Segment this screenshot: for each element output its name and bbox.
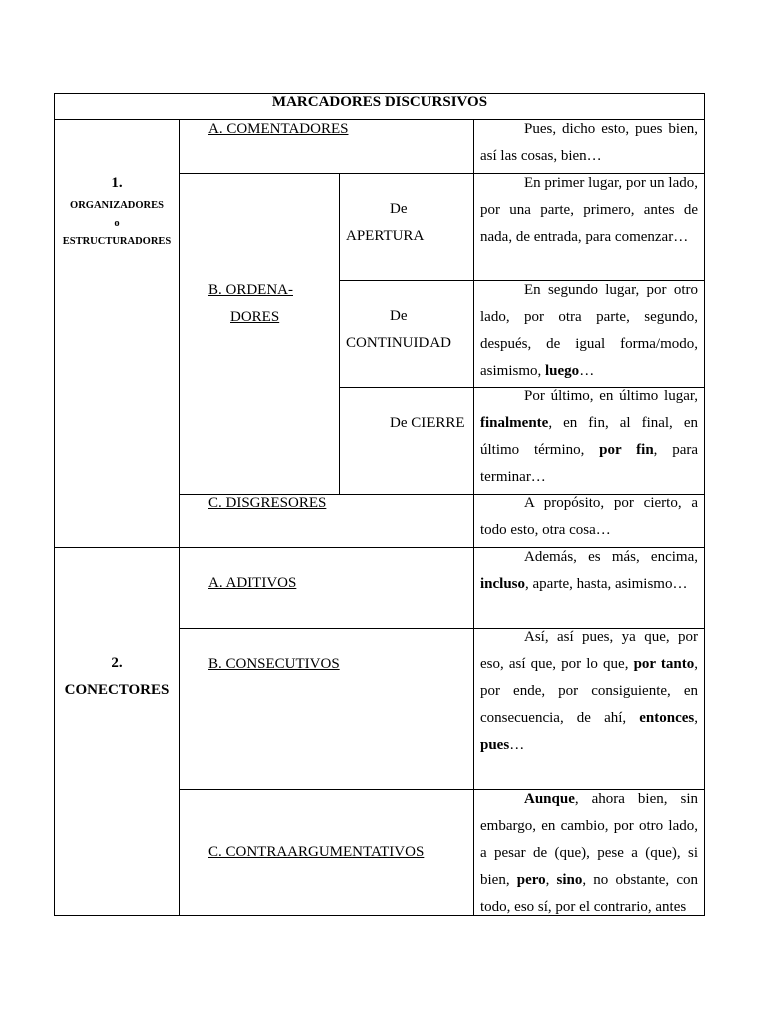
table-border-bottom bbox=[54, 915, 705, 916]
group-1-number: 1. bbox=[111, 175, 123, 191]
group-2-number: 2. bbox=[111, 655, 123, 671]
consecutivos-label: B. CONSECUTIVOS bbox=[208, 656, 340, 672]
group-1-name-line3: ESTRUCTURADORES bbox=[62, 236, 172, 247]
contraargumentativos-label: C. CONTRAARGUMENTATIVOS bbox=[208, 844, 425, 860]
apertura-text: En primer lugar, por un lado, por una parte, primero, antes de nada, de entrada, para comenzar… bbox=[480, 175, 698, 245]
continuidad-label: CONTINUIDAD bbox=[346, 335, 451, 351]
contraargumentativos-text: Aunque, ahora bien, sin embargo, en cambio, por otro lado, a pesar de (que), pese a (que), si bien, pero, sino, no obstante, con todo, eso sí, por el contrario, antes bbox=[480, 791, 698, 915]
comentadores-label: A. COMENTADORES bbox=[208, 121, 349, 137]
apertura-de: De bbox=[390, 201, 408, 217]
column-divider-3 bbox=[473, 119, 474, 916]
column-divider-2 bbox=[339, 173, 340, 495]
column-divider-1 bbox=[179, 119, 180, 916]
group-2-label bbox=[55, 650, 179, 704]
table-title: MARCADORES DISCURSIVOS bbox=[271, 94, 488, 110]
group-1-name-line2: o bbox=[114, 218, 120, 229]
group-1-label bbox=[55, 170, 179, 251]
aditivos-label: A. ADITIVOS bbox=[208, 575, 297, 591]
disgresores-text: A propósito, por cierto, a todo esto, otra cosa… bbox=[480, 495, 698, 538]
ordenadores-label-1: B. ORDENA- bbox=[208, 282, 293, 298]
ordenadores-label-2: DORES bbox=[230, 309, 280, 325]
cierre-label: De CIERRE bbox=[390, 415, 465, 431]
continuidad-de: De bbox=[390, 308, 408, 324]
table-border-right bbox=[704, 93, 705, 916]
continuidad-text: En segundo lugar, por otro lado, por otra parte, segundo, después, de igual forma/modo, asimismo, luego… bbox=[480, 282, 698, 379]
consecutivos-text: Así, así pues, ya que, por eso, así que, por lo que, por tanto, por ende, por consiguiente, en consecuencia, de ahí, entonces, pues… bbox=[480, 629, 699, 753]
aditivos-text: Además, es más, encima, incluso, aparte, hasta, asimismo… bbox=[480, 549, 698, 592]
comentadores-text: Pues, dicho esto, pues bien, así las cosas, bien… bbox=[480, 121, 698, 164]
group-2-name: CONECTORES bbox=[64, 682, 170, 698]
cierre-text: Por último, en último lugar, finalmente, en fin, al final, en último término, por fin, para terminar… bbox=[480, 388, 698, 485]
disgresores-label: C. DISGRESORES bbox=[208, 495, 327, 511]
apertura-label: APERTURA bbox=[346, 228, 425, 244]
group-1-name-line1: ORGANIZADORES bbox=[70, 200, 164, 211]
